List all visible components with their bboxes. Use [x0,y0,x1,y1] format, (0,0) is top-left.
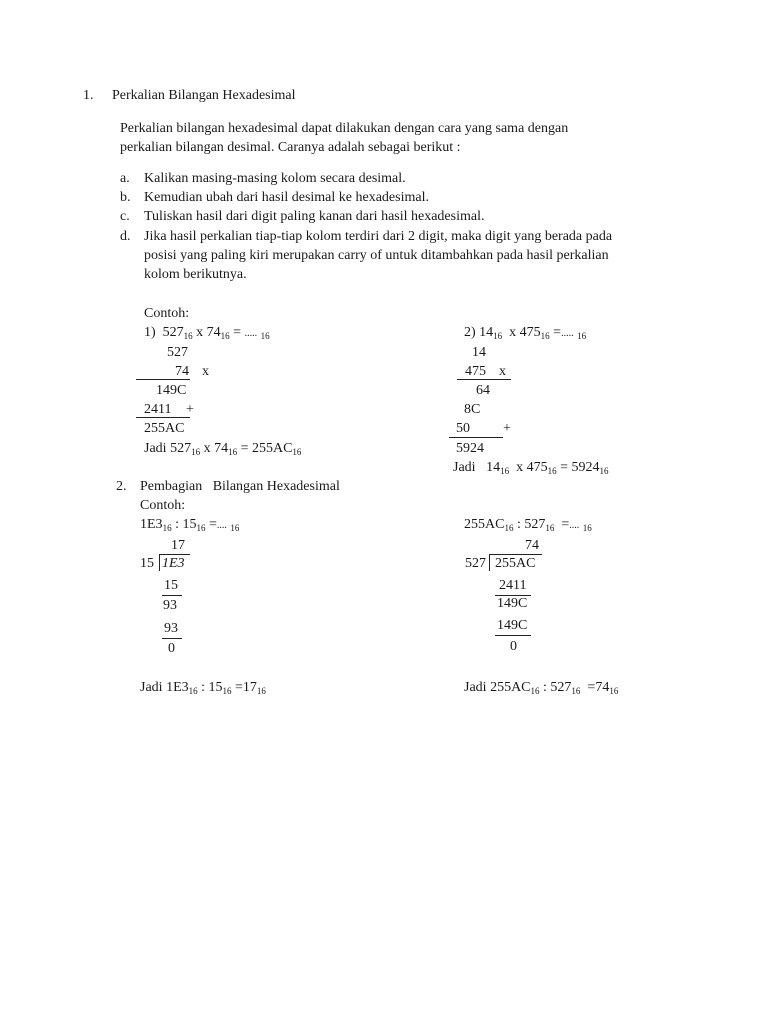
mult-result: 5924 [456,441,484,456]
mult-operand: 527 [167,345,188,360]
mult-operand: 14 [472,345,486,360]
step-text: Kemudian ubah dari hasil desimal ke hexadesimal. [144,190,429,205]
step-marker: d. [120,229,131,244]
division-bar [490,554,542,555]
divider-line [449,437,503,438]
step-marker: b. [120,190,131,205]
partial-product: 64 [476,383,490,398]
step-text: posisi yang paling kiri merupakan carry of untuk ditambahkan pada hasil perkalian [144,248,609,263]
plus-operator: + [186,402,194,417]
divider-line [162,638,182,639]
remainder: 149C [497,596,528,611]
divider-line [136,417,190,418]
mult-result: 255AC [144,421,185,436]
div-example-2-problem: $255AC_{16}$ : $527_{16}$ =.... $_{16}$ [464,517,592,533]
partial-product: 149C [156,383,187,398]
plus-operator: + [503,421,511,436]
dividend: 255AC [495,556,536,571]
div-example-1-problem: $1E3_{16}$ : $15_{16}$ =.... $_{16}$ [140,517,240,533]
mult-operator: x [499,364,506,379]
remainder: 93 [163,598,177,613]
mult-operand: 475 [465,364,486,379]
divider-line [162,595,182,596]
subtrahend: 2411 [499,578,527,593]
intro-text: Perkalian bilangan hexadesimal dapat dilakukan dengan cara yang sama dengan [120,121,569,136]
step-text: Kalikan masing-masing kolom secara desimal. [144,171,406,186]
step-text: Jika hasil perkalian tiap-tiap kolom terdiri dari 2 digit, maka digit yang berada pada [144,229,613,244]
mult-example-1-problem: 1) $527_{16}$ x $74_{16}$ = ..... $_{16}$ [144,325,270,341]
division-bar [160,554,190,555]
divider-line [457,379,511,380]
divisor: 15 [140,556,154,571]
contoh-label: Contoh: [140,498,186,513]
step-text: Tuliskan hasil dari digit paling kanan dari hasil hexadesimal. [144,209,485,224]
intro-text: perkalian bilangan desimal. Caranya adalah sebagai berikut : [120,140,461,155]
mult-example-2-answer: Jadi $14_{16}$ x $475_{16} = 5924_{16}$ [453,460,609,476]
quotient: 17 [171,538,185,553]
div-example-1-answer: Jadi $1E3_{16}$ : $15_{16} =17_{16}$ [140,680,266,696]
step-text: kolom berikutnya. [144,267,247,282]
subtrahend: 15 [164,578,178,593]
subtrahend: 149C [497,618,528,633]
section-number: 2. [116,479,127,494]
step-marker: c. [120,209,130,224]
mult-example-1-answer: Jadi $527_{16}$ x $74_{16} = 255AC_{16}$ [144,441,302,457]
step-marker: a. [120,171,130,186]
remainder: 0 [168,641,175,656]
dividend: 1E3 [162,556,185,571]
quotient: 74 [525,538,539,553]
section-title: Perkalian Bilangan Hexadesimal [112,88,296,103]
mult-operator: x [202,364,209,379]
division-bracket [489,554,490,571]
divisor: 527 [465,556,486,571]
div-example-2-answer: Jadi $255AC_{16}$ : $527_{16} =74_{16}$ [464,680,619,696]
partial-product: 50 [456,421,470,436]
divider-line [136,379,190,380]
section-number: 1. [83,88,94,103]
division-bracket [159,554,160,571]
mult-example-2-problem: 2) $14_{16}$ x $475_{16}$ =..... $_{16}$ [464,325,587,341]
remainder: 0 [510,639,517,654]
partial-product: 2411 [144,402,172,417]
section-title: Pembagian Bilangan Hexadesimal [140,479,340,494]
divider-line [495,635,531,636]
subtrahend: 93 [164,621,178,636]
mult-operand: 74 [175,364,189,379]
partial-product: 8C [464,402,481,417]
contoh-label: Contoh: [144,306,190,321]
